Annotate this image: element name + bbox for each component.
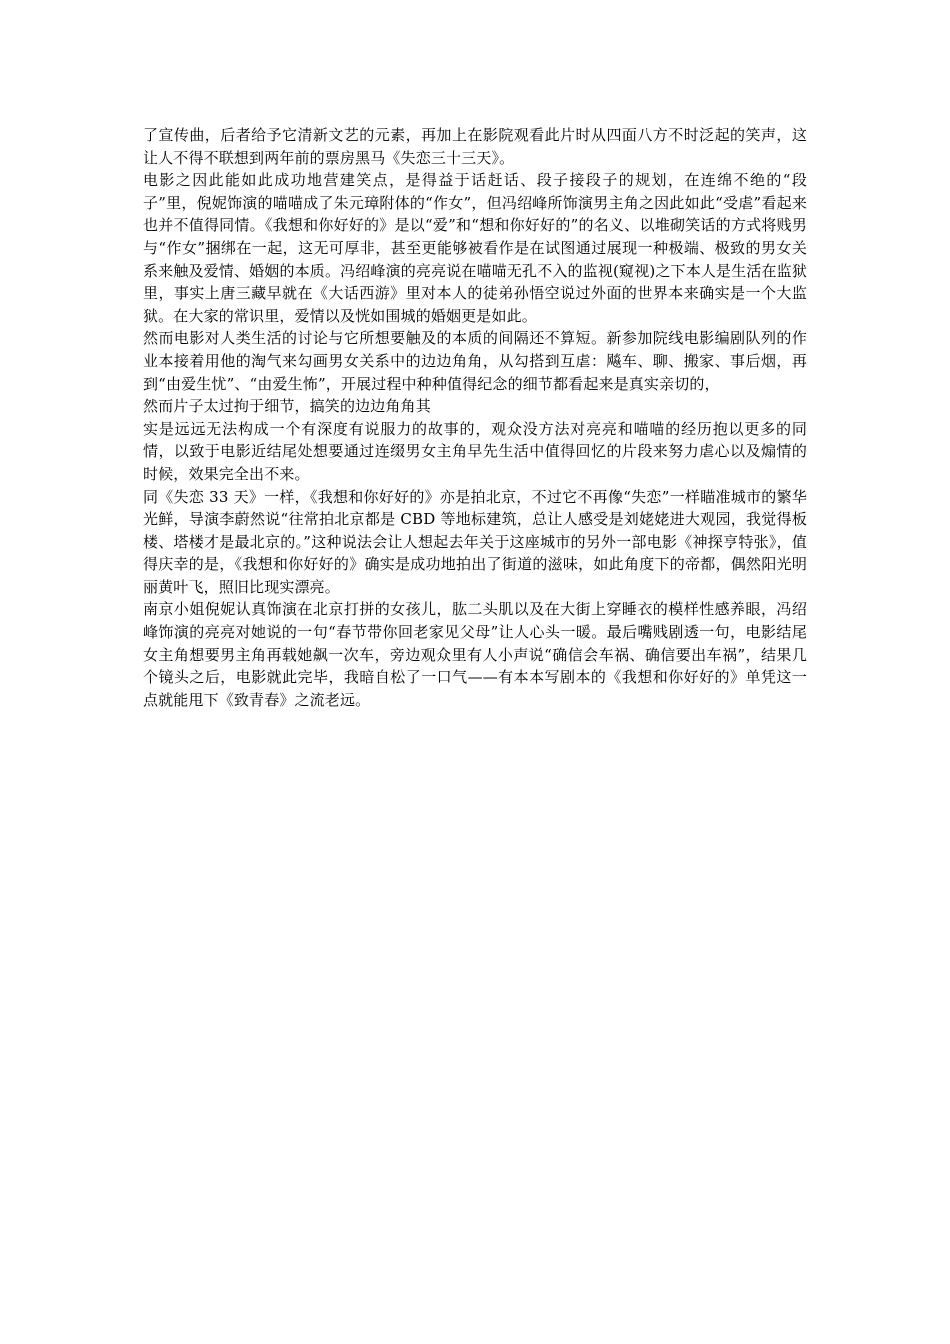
paragraph-7: 南京小姐倪妮认真饰演在北京打拼的女孩儿，肱二头肌以及在大街上穿睡衣的模样性感养眼，冯绍峰饰演的亮亮对她说的一句“春节带你回老家见父母”让人心头一暖。最后嘴贱剧透一句，电影结尾女主角想要男主角再载她飙一次车，旁边观众里有人小声说“确信会车祸、确信要出车祸”，结果几个镜头之后，电影就此完毕，我暗自松了一口气——有本本写剧本的《我想和你好好的》单凭这一点就能甩下《致青春》之流老远。 [143, 600, 807, 709]
article-body [143, 124, 807, 711]
paragraph-3: 然而电影对人类生活的讨论与它所想要触及的本质的间隔还不算短。新参加院线电影编剧队列的作业本接着用他的淘气来勾画男女关系中的边边角角，从勾搭到互虐：飚车、聊、搬家、事后烟，再到“由爱生忧”、“由爱生怖”，开展过程中种种值得纪念的细节都看起来是真实亲切的， [143, 329, 807, 393]
paragraph-6: 同《失恋 33 天》一样，《我想和你好好的》亦是拍北京，不过它不再像“失恋”一样瞄准城市的繁华光鲜，导演李蔚然说“往常拍北京都是 CBD 等地标建筑，总让人感受是刘姥姥进大观园，我觉得板楼、塔楼才是最北京的。”这种说法会让人想起去年关于这座城市的另外一部电影《神探亨特张》，值得庆幸的是，《我想和你好好的》确实是成功地拍出了街道的滋味，如此角度下的帝都，偶然阳光明丽黄叶飞，照旧比现实漂亮。 [143, 487, 807, 596]
paragraph-5: 实是远远无法构成一个有深度有说服力的故事的，观众没方法对亮亮和喵喵的经历抱以更多的同情，以致于电影近结尾处想要通过连缀男女主角早先生活中值得回忆的片段来努力虐心以及煽情的时候，效果完全出不来。 [143, 419, 807, 483]
paragraph-1: 了宣传曲，后者给予它清新文艺的元素，再加上在影院观看此片时从四面八方不时泛起的笑声，这让人不得不联想到两年前的票房黑马《失恋三十三天》。 [143, 126, 807, 167]
paragraph-2: 电影之因此能如此成功地营建笑点，是得益于话赶话、段子接段子的规划，在连绵不绝的“段子”里，倪妮饰演的喵喵成了朱元璋附体的“作女”，但冯绍峰所饰演男主角之因此如此“受虐”看起来也并不值得同情。《我想和你好好的》是以“爱”和“想和你好好的”的名义、以堆砌笑话的方式将贱男与“作女”捆绑在一起，这无可厚非，甚至更能够被看作是在试图通过展现一种极端、极致的男女关系来触及爱情、婚姻的本质。冯绍峰演的亮亮说在喵喵无孔不入的监视(窥视)之下本人是生活在监狱里，事实上唐三藏早就在《大话西游》里对本人的徒弟孙悟空说过外面的世界本来确实是一个大监狱。在大家的常识里，爱情以及恍如围城的婚姻更是如此。 [143, 171, 807, 325]
paragraph-4: 然而片子太过拘于细节，搞笑的边边角角其 [143, 397, 431, 416]
